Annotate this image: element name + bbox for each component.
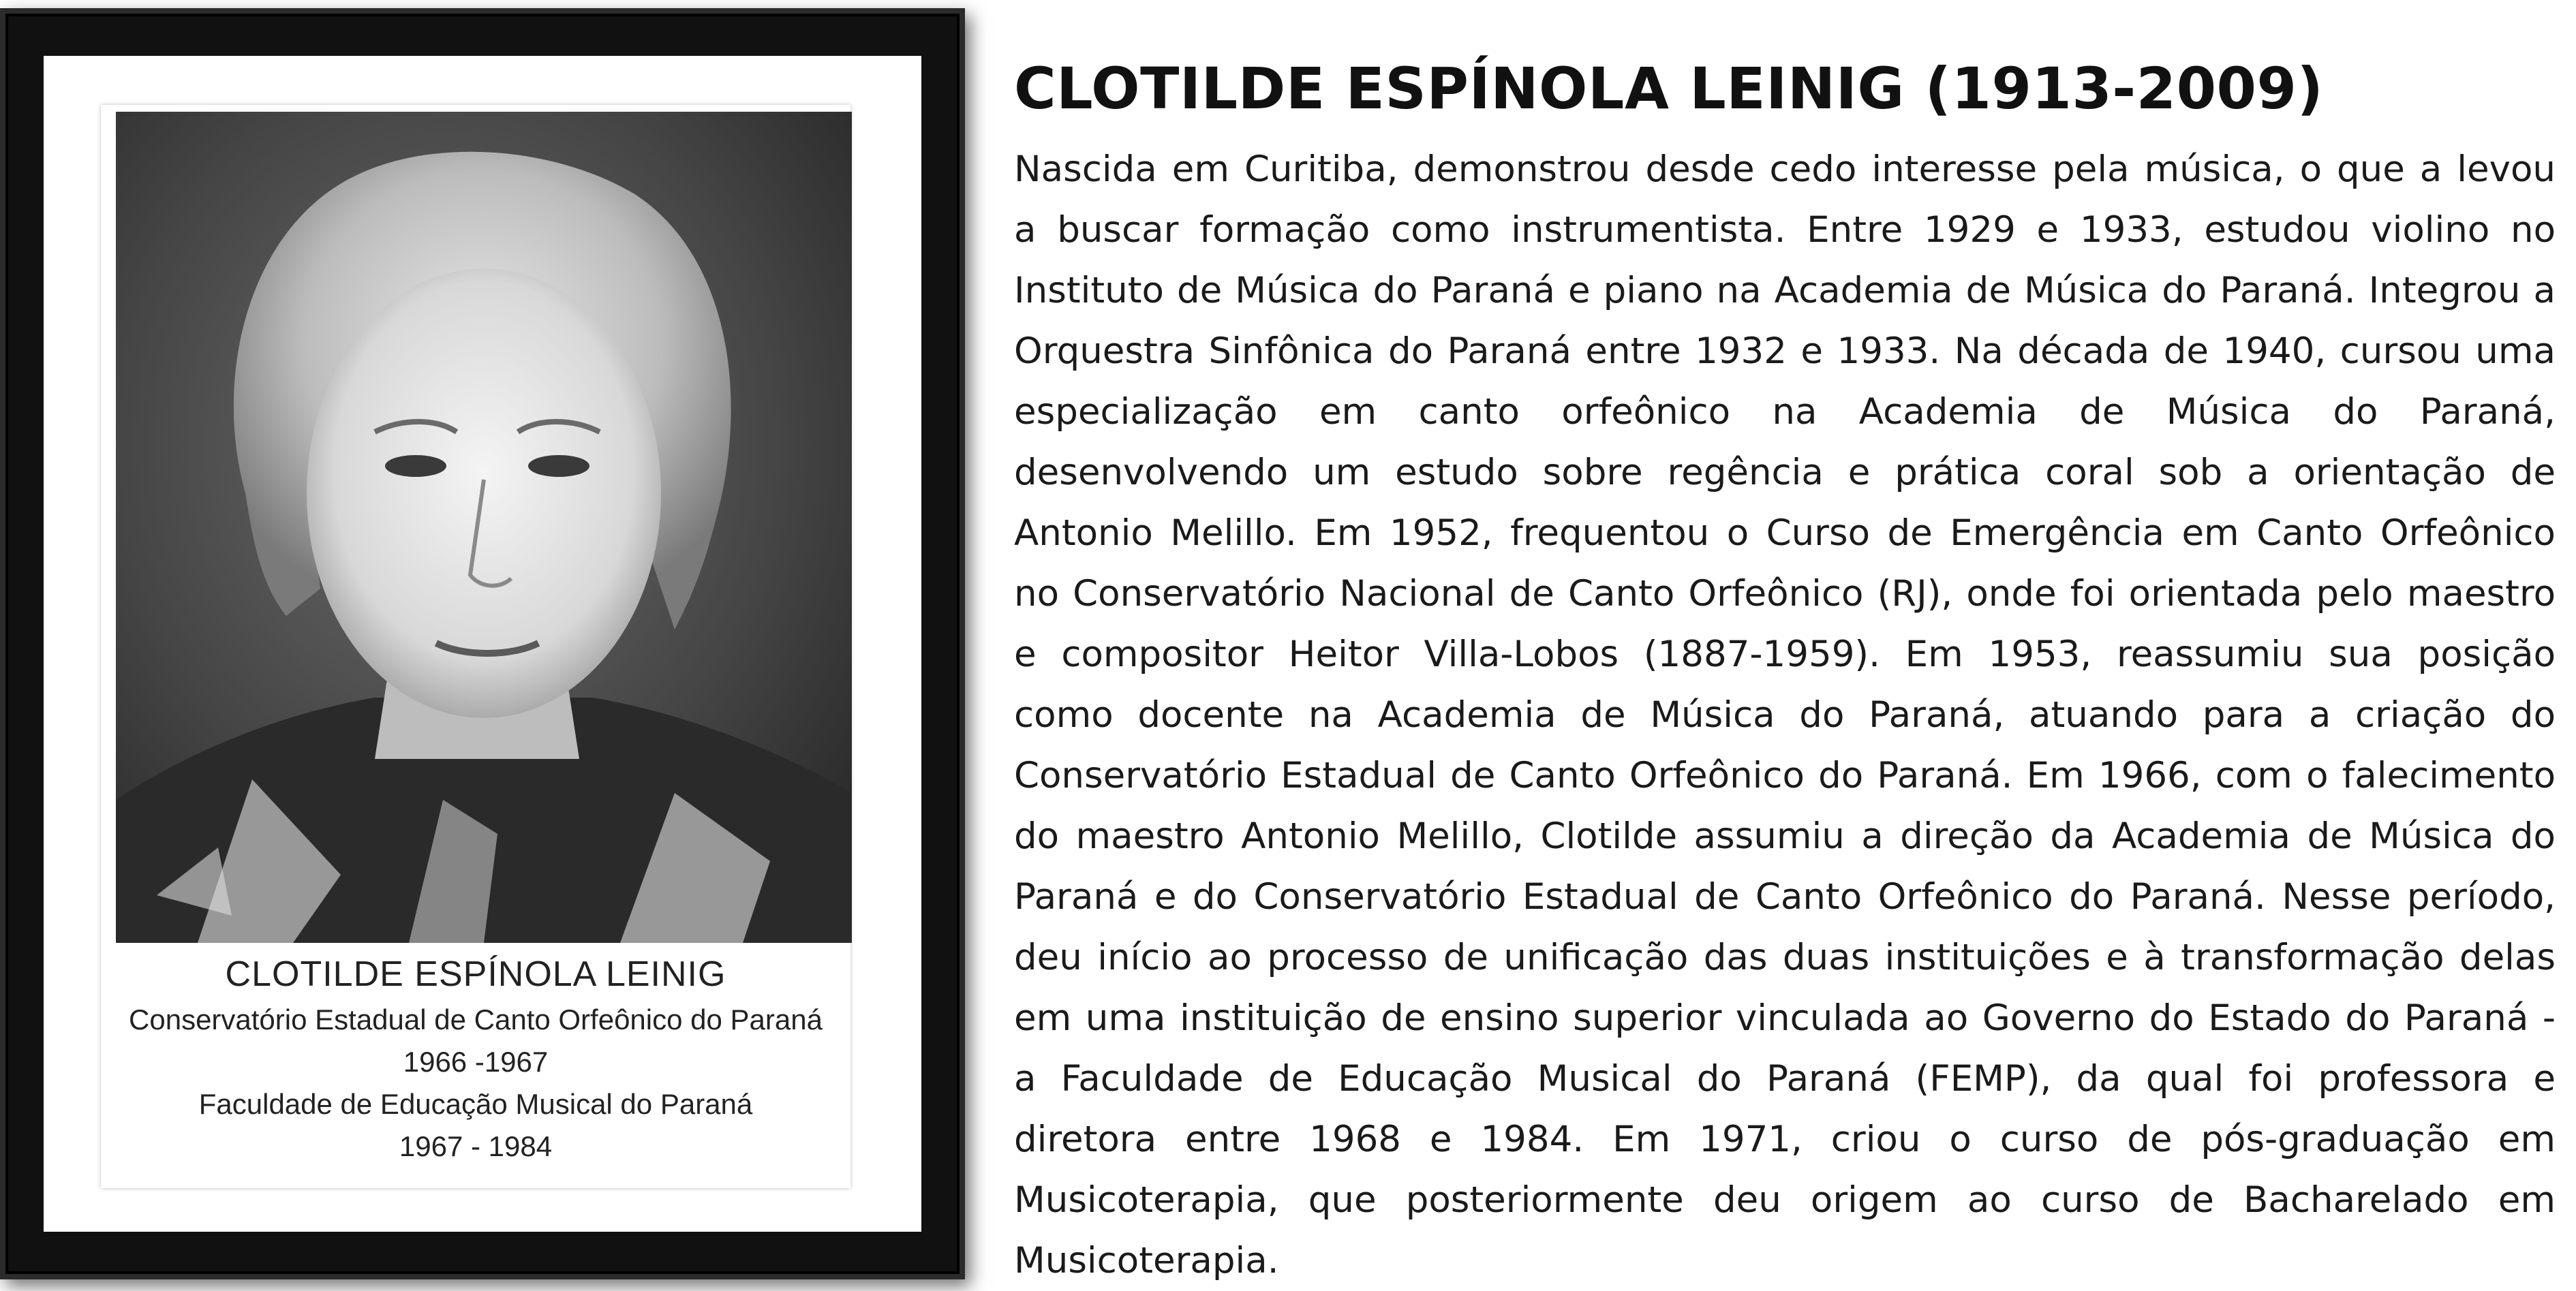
portrait-panel	[101, 105, 850, 1188]
portrait-caption	[101, 950, 850, 1168]
portrait-image	[116, 112, 852, 943]
biography-title: CLOTILDE ESPÍNOLA LEINIG (1913-2009)	[1014, 55, 2324, 122]
caption-name: CLOTILDE ESPÍNOLA LEINIG	[225, 954, 726, 994]
frame-mat	[44, 56, 921, 1232]
caption-years-1: 1966 -1967	[403, 1046, 549, 1078]
caption-institution-2: Faculdade de Educação Musical do Paraná	[198, 1088, 753, 1120]
caption-institution-1: Conservatório Estadual de Canto Orfeônico do Paraná	[129, 1004, 823, 1036]
portrait-photo	[116, 112, 852, 943]
caption-years-2: 1967 - 1984	[399, 1130, 553, 1162]
picture-frame	[0, 8, 965, 1279]
biography-text: Nascida em Curitiba, demonstrou desde cedo interesse pela música, o que a levou a buscar formação como instrumentista. Entre 1929 e 1933, estudou violino no Instituto de Música do Paraná e piano na Academia de Música do Paraná. Integrou a Orquestra Sinfônica do Paraná entre 1932 e 1933. Na década de 1940, cursou uma especialização em canto orfeônico na Academia de Música do Paraná, desenvolvendo um estudo sobre regência e prática coral sob a orientação de Antonio Melillo. Em 1952, frequentou o Curso de Emergência em Canto Orfeônico no Conservatório Nacional de Canto Orfeônico (RJ), onde foi orientada pelo maestro e compositor Heitor Villa-Lobos (1887-1959). Em 1953, reassumiu sua posição como docente na Academia de Música do Paraná, atuando para a criação do Conservatório Estadual de Canto Orfeônico do Paraná. Em 1966, com o falecimento do maestro Antonio Melillo, Clotilde assumiu a direção da Academia de Música do Paraná e do Conservatório Estadual de Canto Orfeônico do Paraná. Nesse período, deu início ao processo de unificação das duas instituições e à transformação delas em uma instituição de ensino superior vinculada ao Governo do Estado do Paraná - a Faculdade de Educação Musical do Paraná (FEMP), da qual foi professora e diretora entre 1968 e 1984. Em 1971, criou o curso de pós-graduação em Musicoterapia, que posteriormente deu origem ao curso de Bacharelado em Musicoterapia.	[1014, 149, 2556, 1281]
biography-column	[1014, 49, 2556, 1291]
